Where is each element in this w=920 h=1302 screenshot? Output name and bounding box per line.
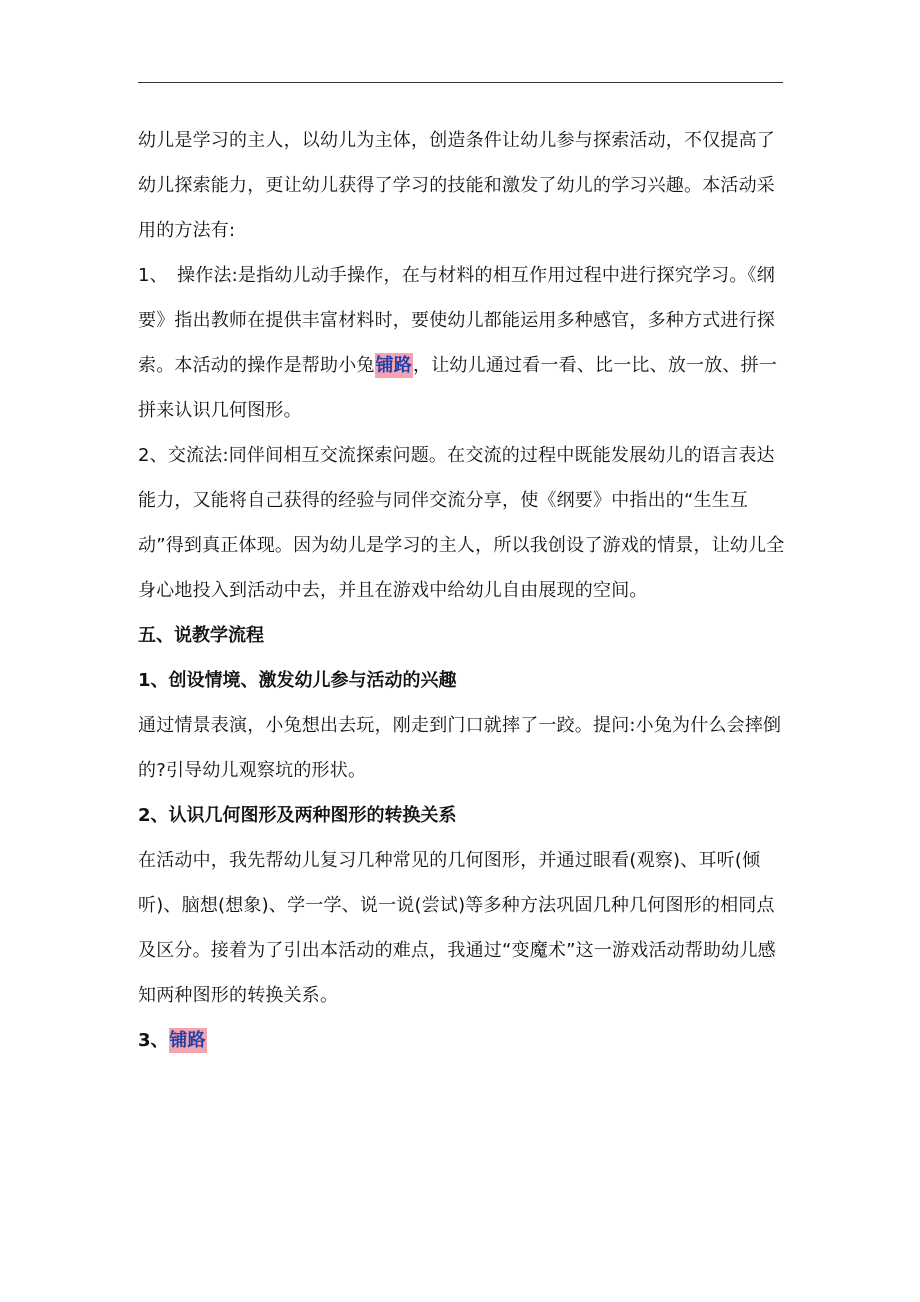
subheading-5-2: 2、认识几何图形及两种图形的转换关系 <box>138 805 457 826</box>
highlighted-term: 铺路 <box>169 1030 206 1051</box>
header-divider <box>138 82 783 83</box>
paragraph-text: 1、 操作法:是指幼儿动手操作，在与材料的相互作用过程中进行探究学习。《纲要》指出教师在提供丰富材料时，要使幼儿都能运用多种感官，多种方式进行探索。本活动的操作是帮助小兔 <box>138 265 775 376</box>
paragraph-intro: 幼儿是学习的主人，以幼儿为主体，创造条件让幼儿参与探索活动，不仅提高了幼儿探索能力，更让幼儿获得了学习的技能和激发了幼儿的学习兴趣。本活动采用的方法有: <box>138 130 775 241</box>
paragraph-shapes: 在活动中，我先帮幼儿复习几种常见的几何图形，并通过眼看(观察)、耳听(倾听)、脑想(想象)、学一学、说一说(尝试)等多种方法巩固几种几何图形的相同点及区分。接着为了引出本活动的难点，我通过“变魔术”这一游戏活动帮助幼儿感知两种图形的转换关系。 <box>138 850 776 1006</box>
section-heading-5: 五、说教学流程 <box>138 625 264 646</box>
paragraph-scenario: 通过情景表演，小兔想出去玩，刚走到门口就摔了一跤。提问:小兔为什么会摔倒的?引导幼儿观察坑的形状。 <box>138 715 782 781</box>
paragraph-operation-method <box>138 253 788 433</box>
subheading-5-1: 1、创设情境、激发幼儿参与活动的兴趣 <box>138 670 457 691</box>
paragraph-text: ，让幼儿通过看一看、比一比、放一放、拼一拼来认识几何图形。 <box>138 355 778 421</box>
document-body <box>138 118 788 1063</box>
highlighted-term: 铺路 <box>375 355 413 376</box>
paragraph-communication-method: 2、交流法:同伴间相互交流探索问题。在交流的过程中既能发展幼儿的语言表达能力，又能将自己获得的经验与同伴交流分享，使《纲要》中指出的“生生互动”得到真正体现。因为幼儿是学习的主人，所以我创设了游戏的情景，让幼儿全身心地投入到活动中去，并且在游戏中给幼儿自由展现的空间。 <box>138 445 785 601</box>
subheading-5-3 <box>138 1018 788 1063</box>
subheading-prefix: 3、 <box>138 1030 169 1051</box>
